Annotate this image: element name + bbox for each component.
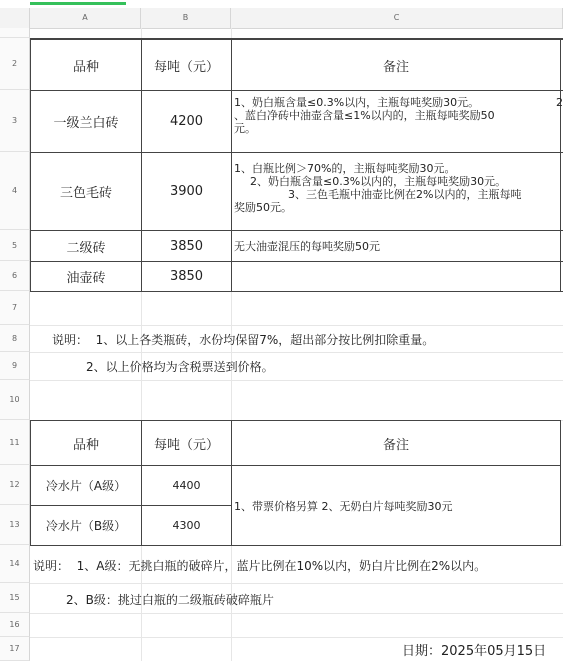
cell-price[interactable]: 4300 [172,519,201,532]
row-header[interactable]: 7 [0,291,30,325]
row-header[interactable]: 16 [0,613,30,637]
column-header-bar [0,8,563,29]
row-header[interactable]: 13 [0,505,30,545]
cell-remark[interactable]: 无大油壶混压的每吨奖励50元 [234,240,380,253]
column-header-c[interactable]: C [231,8,563,28]
cell-remark-empty[interactable] [232,262,560,291]
row-header[interactable]: 9 [0,352,30,380]
cell-variety[interactable]: 冷水片（A级） [45,479,127,493]
active-tab-indicator [30,2,126,5]
cell-price[interactable]: 3900 [169,184,204,199]
cell-remark[interactable] [232,153,560,230]
overflow-text: 2 [556,96,563,109]
grid-line [30,380,563,381]
header-remark[interactable]: 备注 [382,59,409,75]
grid-line [30,325,563,326]
remark-line: 3、三色毛瓶中油壶比例在2%以内的，主瓶每吨 [288,188,522,201]
row-header[interactable]: 4 [0,152,30,230]
row-header[interactable]: 10 [0,380,30,420]
row-header[interactable]: 17 [0,637,30,661]
note-line[interactable]: 说明： 1、以上各类瓶砖，水份均保留7%，超出部分按比例扣除重量。 [52,333,435,347]
row-header-partial [0,28,30,38]
note-line[interactable]: 2、以上价格均为含税票送到价格。 [86,360,274,374]
grid-line [30,583,563,584]
cell-variety[interactable]: 三色毛砖 [59,186,112,201]
note-line[interactable]: 说明： 1、A级：无挑白瓶的破碎片，蓝片比例在10%以内，奶白片比例在2%以内。 [33,559,487,573]
table-border [560,38,561,291]
grid-line [30,637,563,638]
cell-price[interactable]: 4400 [172,479,201,492]
header-price[interactable]: 每吨（元） [153,59,219,75]
column-header-b[interactable]: B [141,8,231,28]
cell-remark-merged[interactable]: 1、带票价格另算 2、无奶白片每吨奖励30元 [234,499,453,513]
remark-line: 、蓝白净砖中油壶含量≤1%以内的，主瓶每吨奖励50 [234,109,495,122]
note-line[interactable]: 2、B级：挑过白瓶的二级瓶砖破碎瓶片 [66,593,274,607]
remark-line: 1、白瓶比例＞70%的，主瓶每吨奖励30元。 [234,162,456,175]
row-header[interactable]: 8 [0,325,30,352]
row-header[interactable]: 6 [0,261,30,291]
row-header[interactable]: 5 [0,230,30,261]
remark-line: 2、奶白瓶含量≤0.3%以内的，主瓶每吨奖励30元。 [250,175,507,188]
column-header-a[interactable]: A [30,8,141,28]
header-variety[interactable]: 品种 [72,437,99,453]
cell-price[interactable]: 4200 [169,114,204,129]
grid-line [30,613,563,614]
cell-variety[interactable]: 冷水片（B级） [45,519,127,533]
row-header[interactable]: 15 [0,583,30,613]
remark-line: 1、奶白瓶含量≤0.3%以内，主瓶每吨奖励30元。 [234,96,480,109]
row-header[interactable]: 11 [0,420,30,465]
cell-variety[interactable]: 油壶砖 [66,271,106,286]
remark-line: 奖励50元。 [234,201,292,214]
cell-remark[interactable] [232,91,563,152]
cell-variety[interactable]: 二级砖 [66,240,106,256]
header-price[interactable]: 每吨（元） [153,437,219,453]
remark-line: 元。 [234,122,256,135]
select-all-corner[interactable] [0,8,30,28]
toolbar-strip [0,0,563,8]
row-header[interactable]: 2 [0,38,30,90]
table-border [30,291,563,292]
cell-variety[interactable]: 一级兰白砖 [53,116,119,131]
date-text[interactable]: 日期：2025年05月15日 [402,644,547,659]
table-border [560,420,561,545]
row-header[interactable]: 14 [0,545,30,583]
row-header[interactable]: 3 [0,90,30,152]
grid-line [30,352,563,353]
cell-price[interactable]: 3850 [169,269,204,284]
cell-price[interactable]: 3850 [169,238,204,254]
table-border [30,545,561,546]
header-variety[interactable]: 品种 [72,59,99,75]
row-header[interactable]: 12 [0,465,30,505]
header-remark[interactable]: 备注 [382,437,409,453]
